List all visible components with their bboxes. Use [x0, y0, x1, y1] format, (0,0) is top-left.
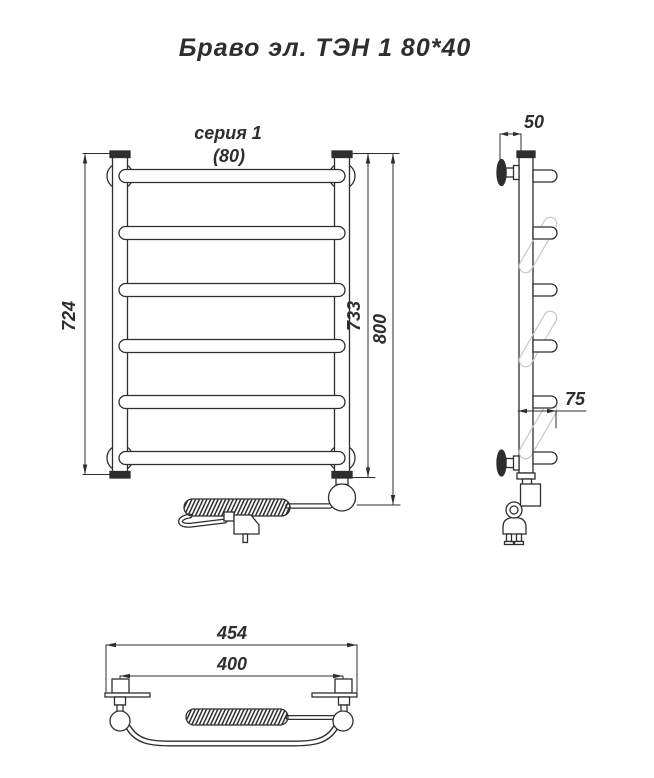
- bottom-wall-brackets: [105, 679, 357, 712]
- bottom-bowed-rung: [129, 728, 336, 744]
- dim-75: 75: [564, 389, 586, 409]
- size-reference-label: (80): [212, 146, 246, 166]
- dim-454: 454: [216, 623, 248, 643]
- dim-724: 724: [59, 300, 79, 332]
- front-rungs: [119, 170, 345, 465]
- drawing-title: Браво эл. ТЭН 1 80*40: [178, 34, 472, 62]
- side-dimensions: [500, 112, 586, 428]
- dim-800: 800: [370, 313, 390, 345]
- series-label: серия 1: [194, 123, 262, 143]
- side-power-plug: [503, 518, 526, 535]
- side-wall-brackets: [497, 160, 519, 477]
- front-power-plug: [234, 515, 259, 534]
- front-thermostat-knob: [329, 484, 356, 511]
- front-plug-pin: [243, 534, 248, 543]
- dim-50: 50: [523, 112, 545, 132]
- dim-733: 733: [344, 300, 364, 332]
- front-view: [59, 123, 400, 543]
- bottom-view: [105, 623, 357, 744]
- side-view: [497, 112, 586, 545]
- front-heating-element: [180, 478, 355, 543]
- front-wall-brackets: [107, 163, 355, 471]
- bottom-cord-coil: [186, 709, 336, 725]
- bottom-dimensions: [106, 623, 357, 692]
- side-heating-element: [503, 479, 541, 545]
- dim-400: 400: [216, 654, 248, 674]
- front-cord-coil: [184, 499, 290, 516]
- side-ten-housing: [521, 484, 541, 506]
- front-collectors: [110, 151, 352, 478]
- front-plug-stem: [224, 512, 234, 521]
- side-collector-tube: [517, 151, 535, 479]
